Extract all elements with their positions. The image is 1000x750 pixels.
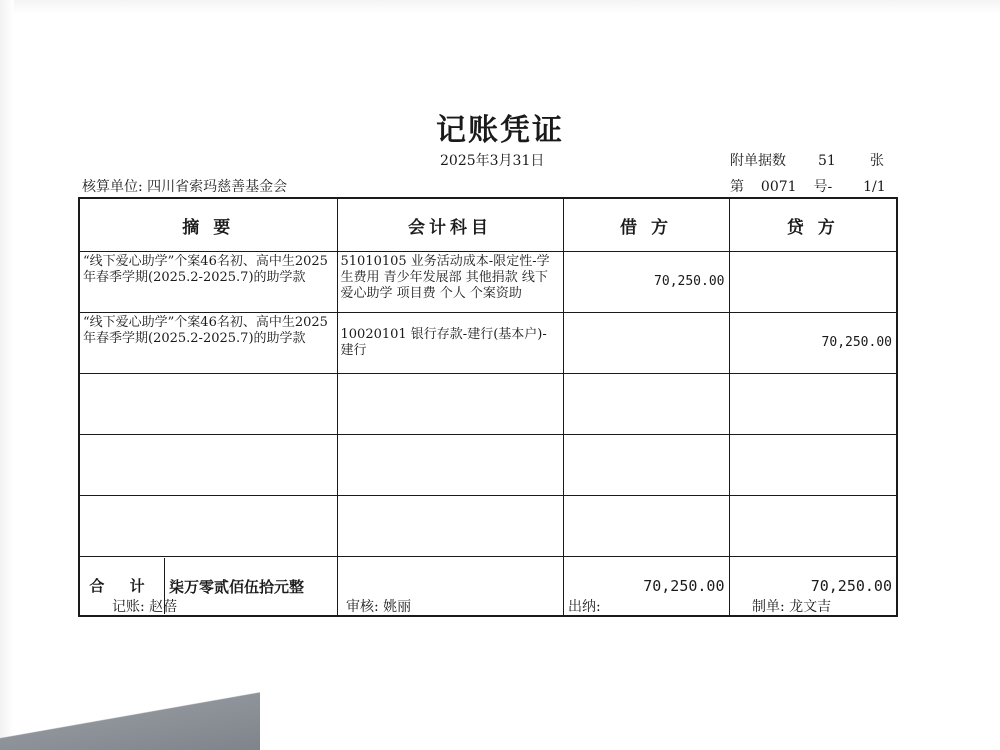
voucher-title: 记账凭证 — [436, 113, 564, 148]
reviewer: 审核: 姚丽 — [346, 599, 412, 615]
total-amount-words: 柒万零贰佰伍拾元整 — [169, 577, 305, 596]
row-account — [337, 496, 563, 557]
unit-name: 四川省索玛慈善基金会 — [147, 179, 288, 195]
table-row — [79, 496, 897, 557]
accounting-unit — [82, 176, 287, 196]
attachment-number: 51 — [818, 153, 836, 169]
table-header-row — [79, 198, 897, 252]
row-credit — [729, 435, 897, 496]
voucher-page: 1/1 — [863, 179, 886, 195]
row-debit — [563, 435, 729, 496]
header-debit: 借 方 — [563, 198, 729, 252]
header-account: 会计科目 — [337, 198, 563, 252]
row-account — [337, 374, 563, 435]
row-credit — [729, 252, 897, 313]
voucher-date: 2025年3月31日 — [440, 153, 545, 169]
scan-shadow-corner — [0, 690, 260, 750]
row-summary — [79, 374, 337, 435]
row-credit — [729, 374, 897, 435]
voucher-number-suffix: 号- — [813, 179, 833, 195]
voucher-number-prefix: 第 — [730, 179, 744, 195]
row-summary — [79, 496, 337, 557]
row-debit: 70,250.00 — [563, 252, 729, 313]
row-summary — [79, 435, 337, 496]
row-credit — [729, 496, 897, 557]
table-row — [79, 435, 897, 496]
voucher-number-value: 0071 — [760, 179, 797, 195]
cashier: 出纳: — [568, 599, 601, 615]
attachment-label: 附单据数 — [730, 153, 786, 169]
row-credit: 70,250.00 — [729, 313, 897, 374]
row-account: 10020101 银行存款-建行(基本户)-建行 — [337, 313, 563, 374]
table-row — [79, 252, 897, 313]
row-account — [337, 435, 563, 496]
total-credit: 70,250.00 — [729, 557, 897, 617]
header-credit: 贷 方 — [729, 198, 897, 252]
row-account: 51010105 业务活动成本-限定性-学生费用 青少年发展部 其他捐款 线下爱心助学 项目费 个人 个案资助 — [337, 252, 563, 313]
row-summary: “线下爱心助学”个案46名初、高中生2025年春季学期(2025.2-2025.7)的助学款 — [79, 313, 337, 374]
row-summary: “线下爱心助学”个案46名初、高中生2025年春季学期(2025.2-2025.7)的助学款 — [79, 252, 337, 313]
table-row — [79, 313, 897, 374]
row-debit — [563, 496, 729, 557]
row-debit — [563, 374, 729, 435]
scan-edge-top — [0, 0, 1000, 14]
attachment-count — [730, 150, 884, 170]
total-debit: 70,250.00 — [563, 557, 729, 617]
voucher-table — [78, 197, 898, 617]
voucher-number — [730, 176, 886, 196]
attachment-unit: 张 — [870, 153, 884, 169]
bookkeeper: 记账: 赵蓓 — [112, 599, 178, 615]
unit-label: 核算单位: — [82, 179, 143, 195]
header-summary: 摘 要 — [79, 198, 337, 252]
table-row — [79, 374, 897, 435]
row-debit — [563, 313, 729, 374]
preparer: 制单: 龙文吉 — [752, 599, 832, 615]
total-label: 合 计 — [80, 558, 165, 614]
